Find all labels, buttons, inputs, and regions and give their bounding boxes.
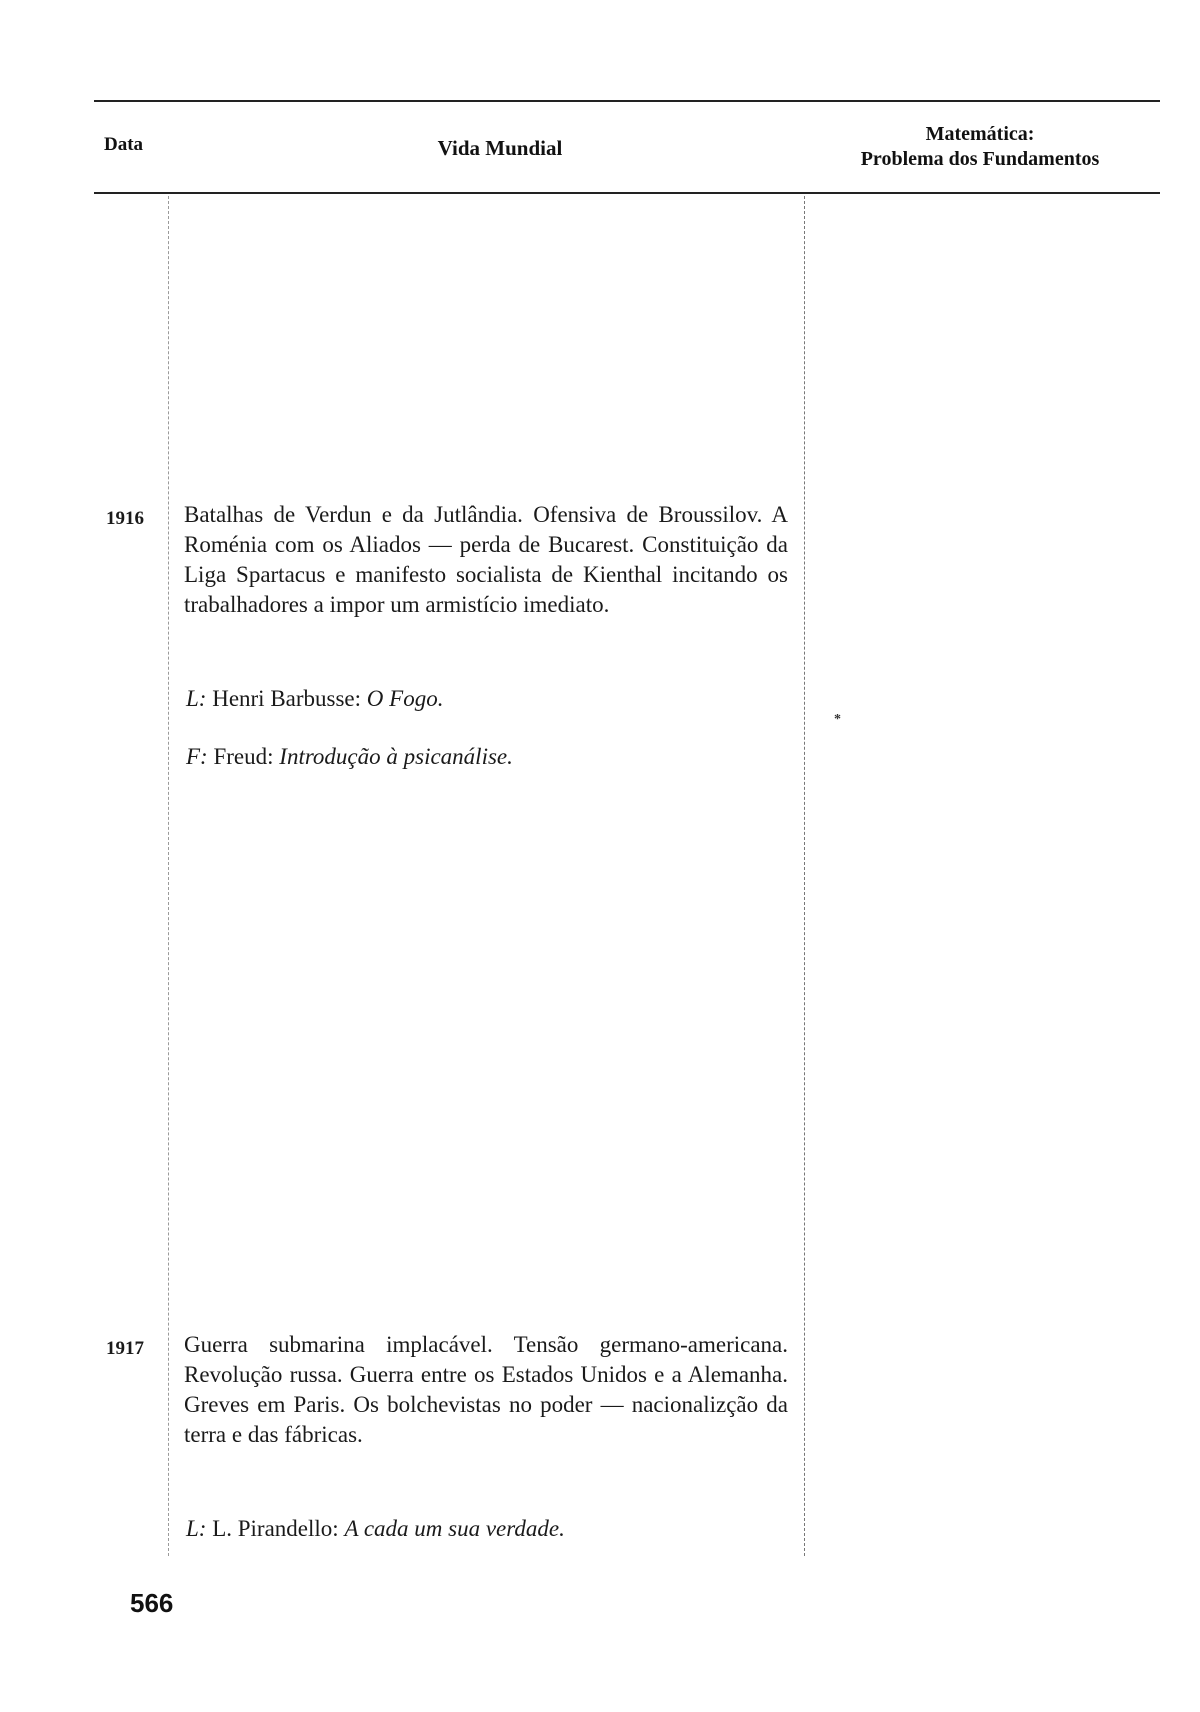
header-top-rule [94, 100, 1160, 102]
note-tag: F: [186, 744, 208, 769]
note-author: Freud: [213, 744, 274, 769]
entry-text-1917: Guerra submarina implacável. Tensão germano-americana. Revolução russa. Guerra entre os Estados Unidos e a Alemanha. Greves em Paris. Os bolchevistas no poder — nacionalizção da terra e das fábricas. [184, 1332, 788, 1447]
note-work: A cada um sua verdade. [344, 1516, 565, 1541]
note-work: Introdução à psicanálise. [279, 744, 513, 769]
entry-note-literature-1916 [186, 684, 790, 714]
column-header-world-life: Vida Mundial [437, 136, 563, 160]
note-tag: L: [186, 1516, 207, 1541]
column-divider-right [804, 196, 805, 1556]
entry-year-1917: 1917 [106, 1338, 144, 1359]
note-author: Henri Barbusse: [212, 686, 362, 711]
column-header-mathematics-line2: Problema dos Fundamentos [860, 148, 1100, 170]
entry-year-1916: 1916 [106, 508, 144, 529]
entry-text-1916: Batalhas de Verdun e da Jutlândia. Ofensiva de Broussilov. A Roménia com os Aliados — perda de Bucarest. Constituição da Liga Spartacus e manifesto socialista de Kienthal incitando os trabalhadores a impor um armistício imediato. [184, 502, 788, 617]
entry-note-philosophy-1916 [186, 742, 790, 772]
column-divider-left [168, 196, 169, 1556]
header-bottom-rule [94, 192, 1160, 194]
note-tag: L: [186, 686, 207, 711]
entry-note-literature-1917 [186, 1514, 790, 1544]
note-work: O Fogo. [366, 686, 444, 711]
math-column-mark: * [834, 712, 841, 727]
column-header-mathematics [820, 122, 1140, 172]
page-number: 566 [130, 1588, 174, 1618]
column-header-mathematics-line1: Matemática: [925, 123, 1035, 145]
column-header-date: Data [104, 134, 144, 155]
note-author: L. Pirandello: [212, 1516, 339, 1541]
